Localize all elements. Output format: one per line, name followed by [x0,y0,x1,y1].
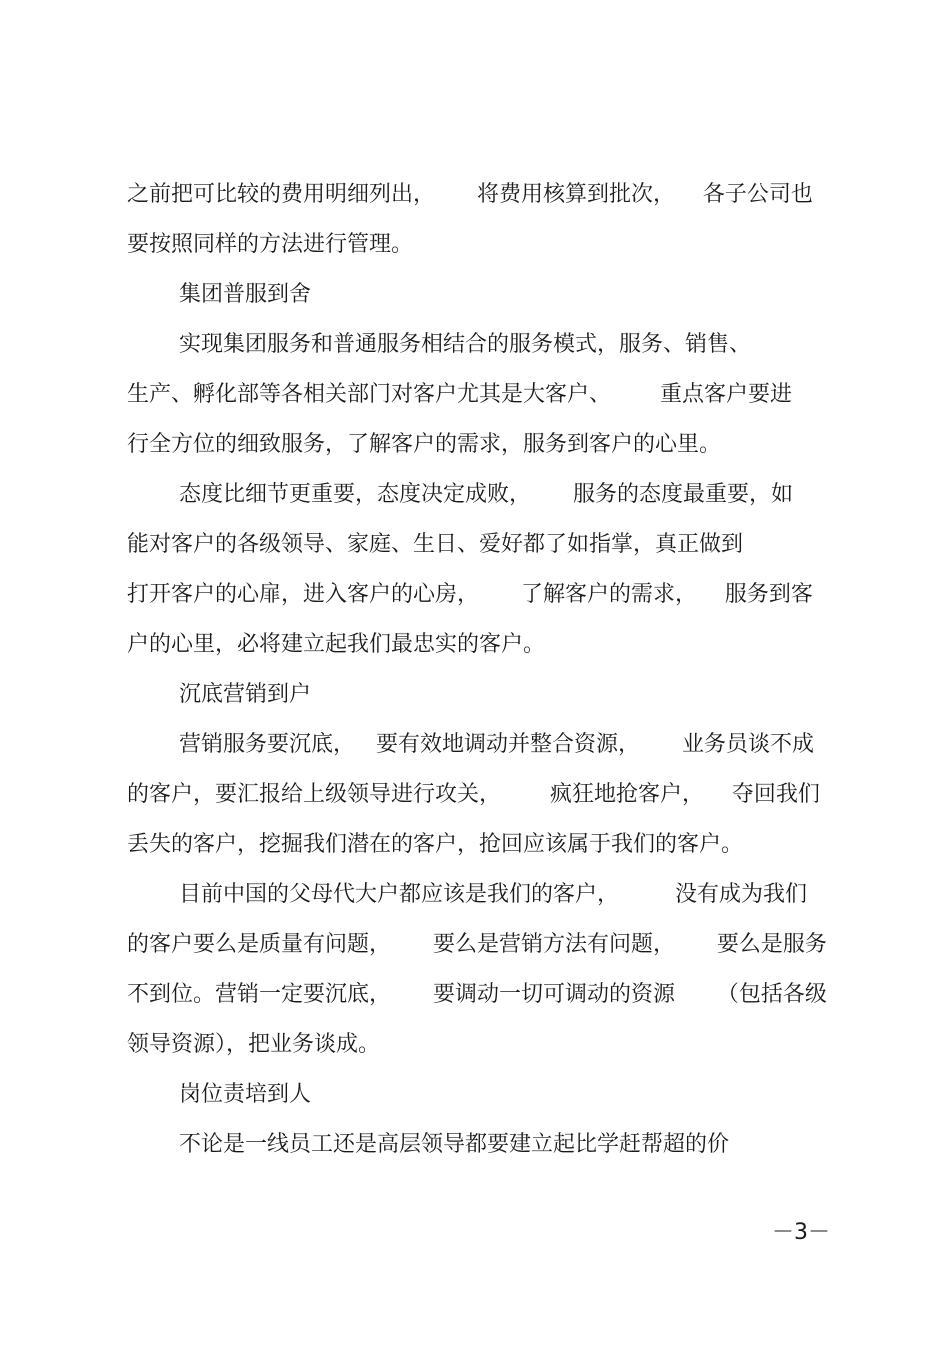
text-line: 态度比细节更重要，态度决定成败， 服务的态度最重要，如 [179,482,793,507]
text-line: 不到位。营销一定要沉底， 要调动一切可调动的资源 （包括各级 [127,982,827,1007]
text-line: 营销服务要沉底， 要有效地调动并整合资源， 业务员谈不成 [179,732,814,757]
text-line: 领导资源），把业务谈成。 [127,1032,381,1057]
section-heading: 集团普服到舍 [179,282,312,307]
section-heading: 岗位责培到人 [179,1082,312,1107]
text-line: 能对客户的各级领导、家庭、生日、爱好都了如指掌，真正做到 [127,532,744,557]
text-line: 的客户，要汇报给上级领导进行攻关， 疯狂地抢客户， 夺回我们 [127,782,820,807]
text-line: 不论是一线员工还是高层领导都要建立起比学赶帮超的价 [179,1132,730,1157]
text-line: 要按照同样的方法进行管理。 [127,232,414,257]
text-line: 之前把可比较的费用明细列出， 将费用核算到批次， 各子公司也 [127,182,813,207]
text-line: 的客户要么是质量有问题， 要么是营销方法有问题， 要么是服务 [127,932,827,957]
text-line: 打开客户的心扉，进入客户的心房， 了解客户的需求， 服务到客 [127,582,813,607]
text-line: 生产、孵化部等各相关部门对客户尤其是大客户、 重点客户要进 [127,382,792,407]
section-heading: 沉底营销到户 [179,682,312,707]
text-line: 行全方位的细致服务，了解客户的需求，服务到客户的心里。 [127,432,722,457]
text-line: 户的心里，必将建立起我们最忠实的客户。 [127,632,546,657]
text-line: 丢失的客户，挖掘我们潜在的客户，抢回应该属于我们的客户。 [127,832,744,857]
text-line: 目前中国的父母代大户都应该是我们的客户， 没有成为我们 [179,882,807,907]
text-line: 实现集团服务和普通服务相结合的服务模式，服务、销售、 [179,332,752,357]
page-number: －3－ [772,1220,830,1245]
